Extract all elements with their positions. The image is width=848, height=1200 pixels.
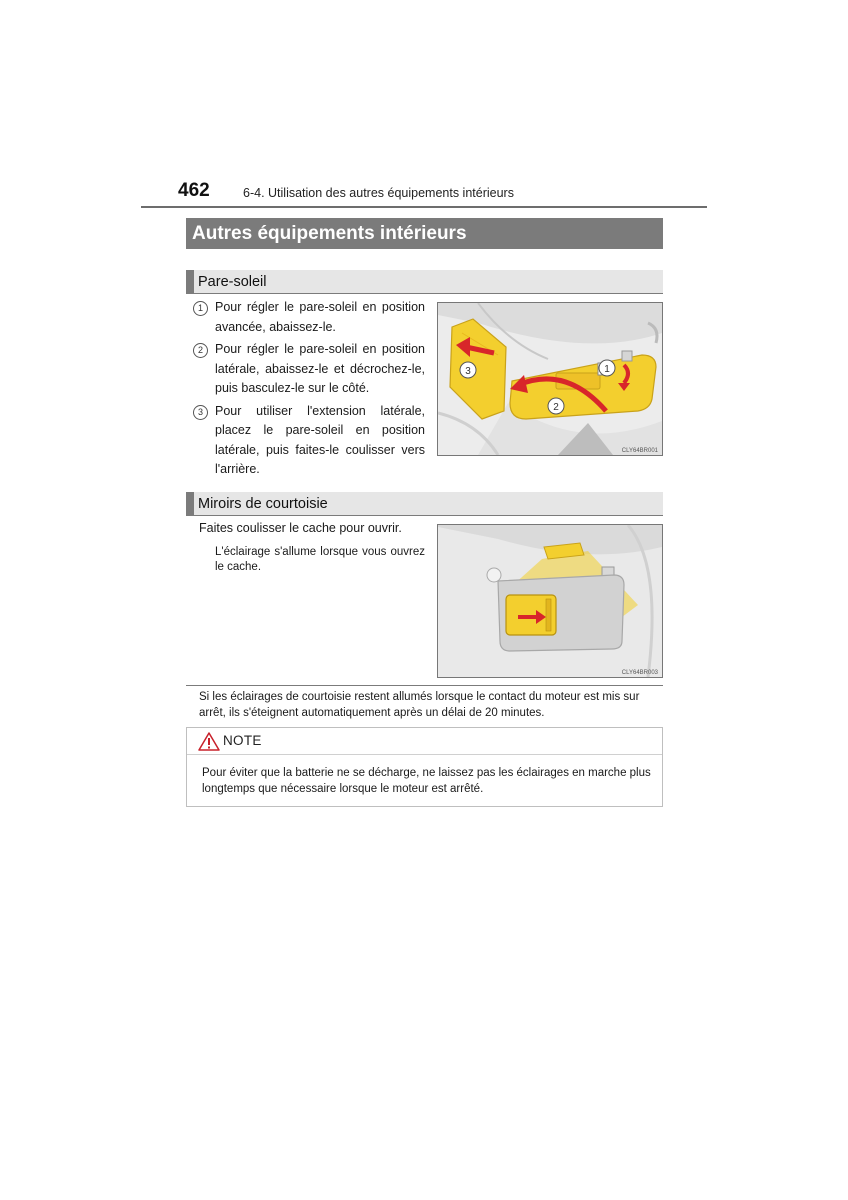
note-text: Pour éviter que la batterie ne se décharge, ne laissez pas les éclairages en marche plus longtemps que nécessaire lorsque le moteur est arrêté. (202, 767, 651, 795)
running-head: 6-4. Utilisation des autres équipements intérieurs (243, 186, 514, 200)
step-item (193, 298, 425, 337)
note-box (186, 727, 663, 807)
step-text: Pour régler le pare-soleil en position avancée, abaissez-le. (215, 300, 425, 334)
main-title: Autres équipements intérieurs (186, 218, 663, 249)
step-number-1: 1 (193, 301, 208, 316)
sun-visor-illustration (438, 303, 662, 455)
svg-text:2: 2 (553, 402, 559, 413)
section-heading-sun-visor: Pare-soleil (186, 270, 663, 294)
vanity-mirror-illustration (438, 525, 662, 677)
page-number: 462 (178, 180, 210, 201)
step-text: Pour utiliser l'extension latérale, placez le pare-soleil en position latérale, puis faites-le coulisser vers l'arrière. (215, 403, 425, 476)
note-header (187, 728, 662, 755)
header-rule (141, 206, 707, 208)
callout-3 (460, 362, 476, 378)
figure-code: CLY64BR001 (621, 448, 658, 454)
info-text: Si les éclairages de courtoisie restent allumés lorsque le contact du moteur est mis sur arrêt, ils s'éteignent automatiquement après un délai de 20 minutes. (199, 691, 640, 719)
step-item (193, 340, 425, 399)
sun-visor-steps (193, 298, 425, 483)
step-text: Pour régler le pare-soleil en position latérale, abaissez-le et décrochez-le, puis basculez-le sur le côté. (215, 342, 425, 395)
step-number-3: 3 (193, 405, 208, 420)
callout-2 (548, 398, 564, 414)
step-item (193, 402, 425, 480)
sun-visor-figure (437, 302, 663, 456)
svg-text:3: 3 (465, 366, 471, 377)
info-rule (186, 685, 663, 686)
svg-text:1: 1 (604, 364, 610, 375)
vanity-mirror-figure (437, 524, 663, 678)
vanity-instruction: Faites coulisser le cache pour ouvrir. (199, 521, 402, 535)
note-label: NOTE (223, 733, 262, 748)
warning-triangle-icon (198, 732, 220, 751)
callout-1 (599, 360, 615, 376)
vanity-sub-note: L'éclairage s'allume lorsque vous ouvrez le cache. (215, 546, 425, 573)
step-number-2: 2 (193, 343, 208, 358)
figure-code: CLY64BR003 (621, 670, 658, 676)
section-heading-vanity-mirrors: Miroirs de courtoisie (186, 492, 663, 516)
